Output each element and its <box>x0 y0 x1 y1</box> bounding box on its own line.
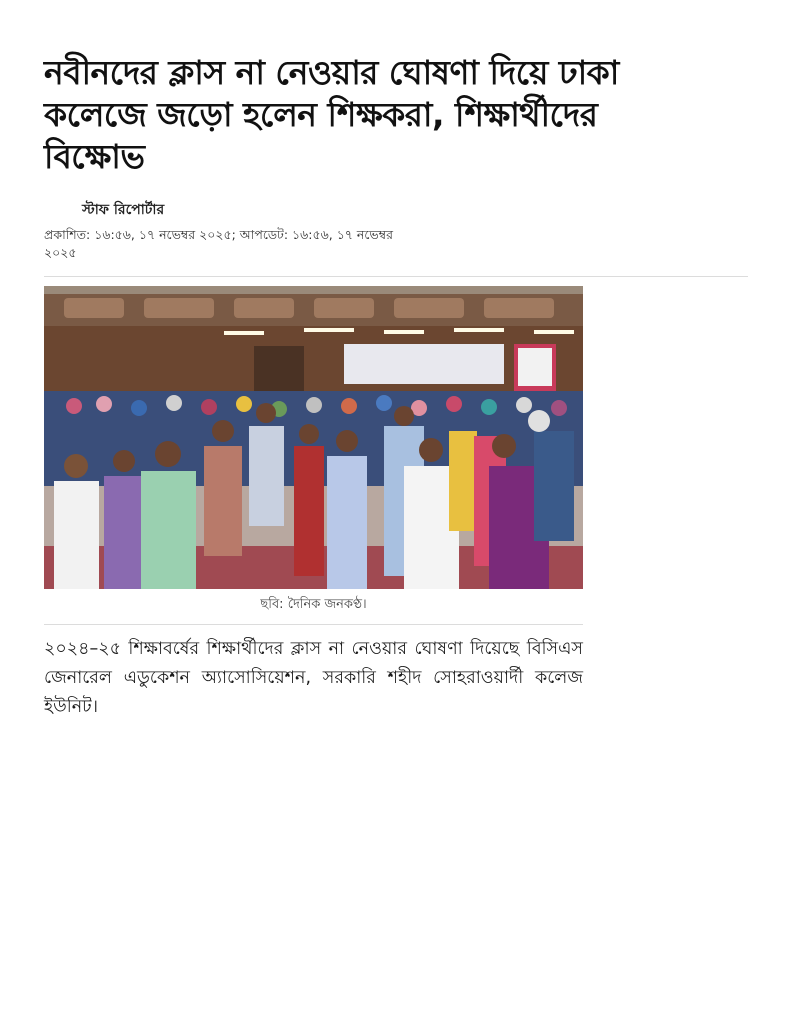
caption-divider <box>44 624 583 625</box>
divider <box>44 276 748 277</box>
photo-illustration <box>44 286 583 589</box>
article-photo <box>44 286 583 589</box>
byline[interactable]: স্টাফ রিপোর্টার <box>82 202 165 218</box>
article-body: ২০২৪–২৫ শিক্ষাবর্ষের শিক্ষার্থীদের ক্লাস না নেওয়ার ঘোষণা দিয়েছে বিসিএস জেনারেল এডুকেশন অ্যাসোসিয়েশন, সরকারি শহীদ সোহরাওয়ার্দী কলেজ ইউনিট। <box>44 639 583 717</box>
publish-dates: প্রকাশিত: ১৬:৫৬, ১৭ নভেম্বর ২০২৫; আপডেট: ১৬:৫৬, ১৭ নভেম্বর ২০২৫ <box>44 227 393 260</box>
byline-row <box>44 198 748 222</box>
article <box>44 52 748 740</box>
image-caption: ছবি: দৈনিক জনকণ্ঠ। <box>260 597 367 612</box>
headline: নবীনদের ক্লাস না নেওয়ার ঘোষণা দিয়ে ঢাকা কলেজে জড়ো হলেন শিক্ষকরা, শিক্ষার্থীদের বিক্ষোভ <box>44 53 619 176</box>
